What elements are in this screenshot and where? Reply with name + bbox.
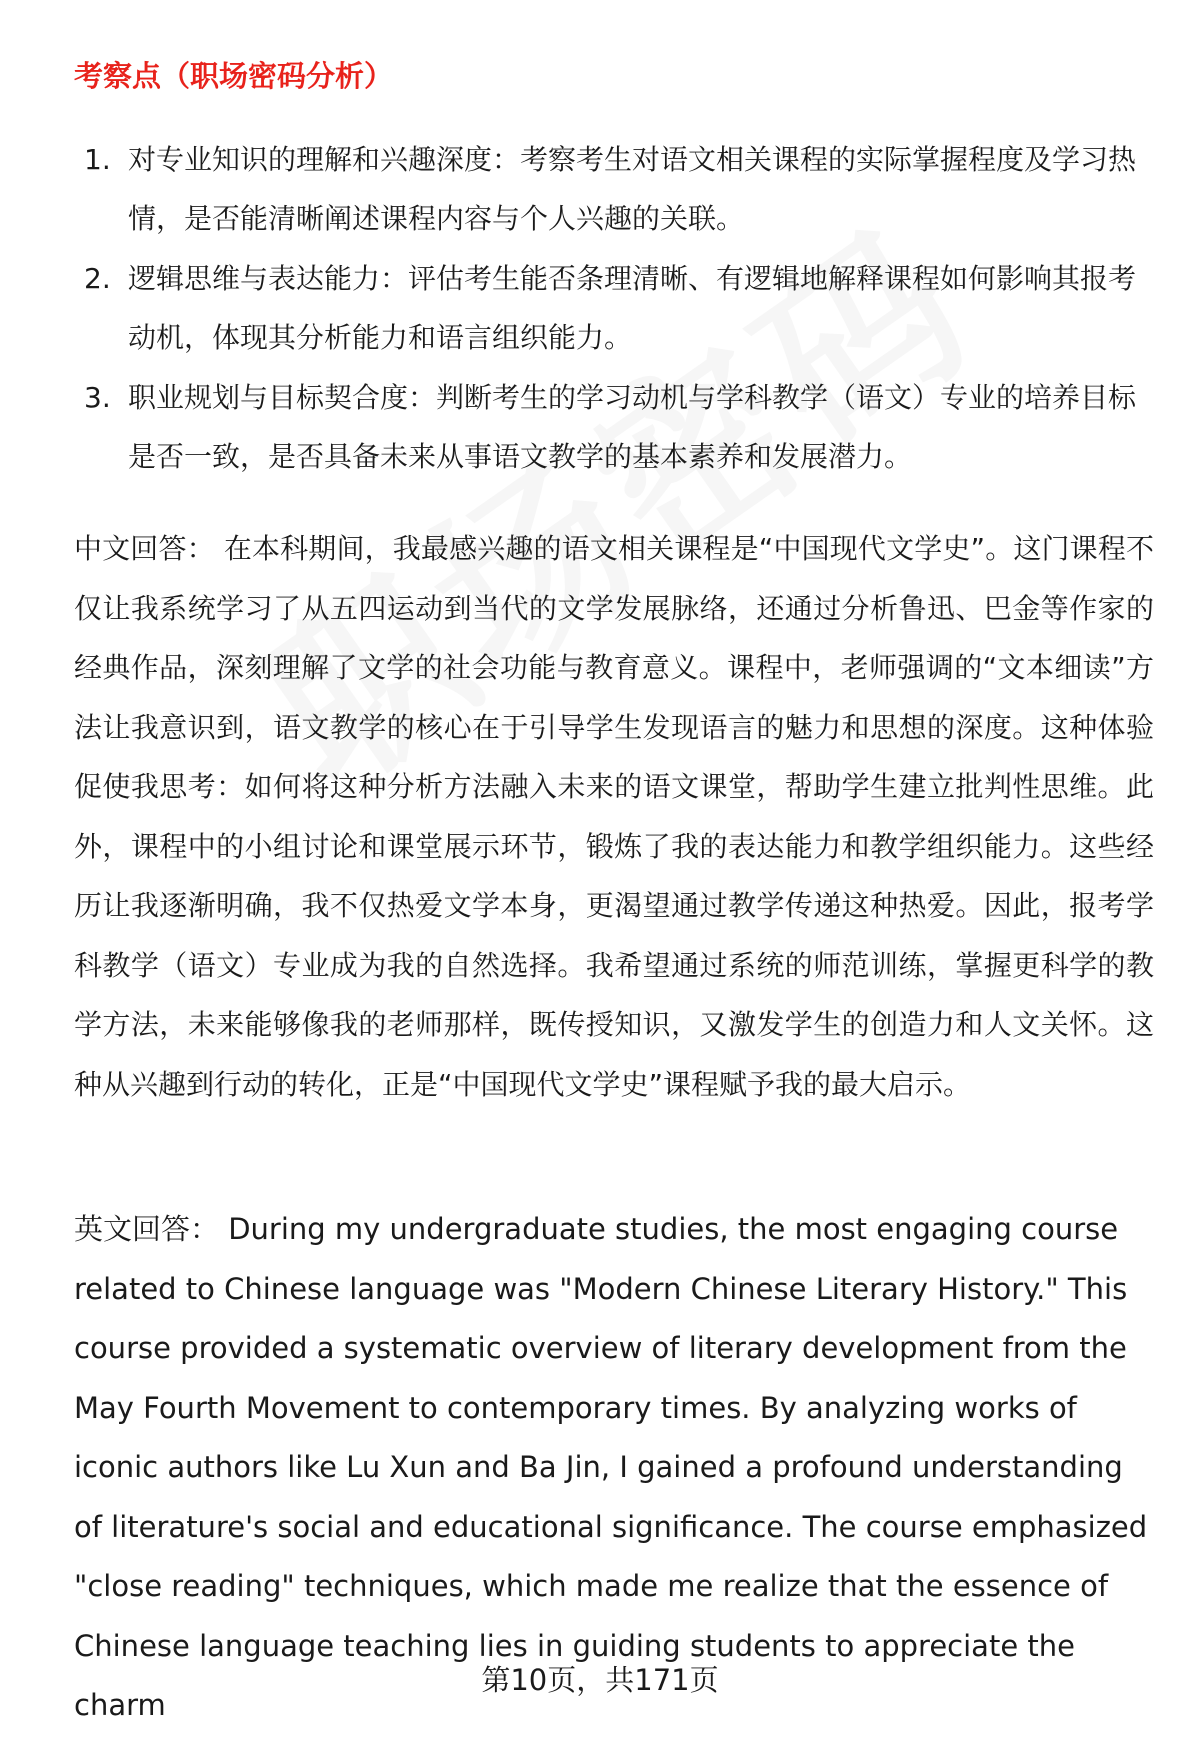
point-number: 3. xyxy=(84,381,111,414)
english-answer: 英文回答： During my undergraduate studies, the most engaging course related to Chinese language was "Modern Chinese Literary History." This course provided a systematic overview of literary development from the May Fourth Movement to contemporary times. By analyzing works of iconic authors like Lu Xun and Ba Jin, I gained a profound understanding of literature's social and educational significance. The course emphasized "close reading" techniques, which made me realize that the essence of Chinese language teaching lies in guiding students to appreciate the charm xyxy=(74,1212,1148,1722)
point-text: 逻辑思维与表达能力：评估考生能否条理清晰、有逻辑地解释课程如何影响其报考动机，体现其分析能力和语言组织能力。 xyxy=(128,262,1137,354)
point-text: 职业规划与目标契合度：判断考生的学习动机与学科教学（语文）专业的培养目标是否一致，是否具备未来从事语文教学的基本素养和发展潜力。 xyxy=(128,381,1137,473)
point-number: 1. xyxy=(84,143,111,176)
assessment-point xyxy=(74,249,1144,367)
chinese-answer: 中文回答： 在本科期间，我最感兴趣的语文相关课程是“中国现代文学史”。这门课程不仅让我系统学习了从五四运动到当代的文学发展脉络，还通过分析鲁迅、巴金等作家的经典作品，深刻理解了文学的社会功能与教育意义。课程中，老师强调的“文本细读”方法让我意识到，语文教学的核心在于引导学生发现语言的魅力和思想的深度。这种体验促使我思考：如何将这种分析方法融入未来的语文课堂，帮助学生建立批判性思维。此外，课程中的小组讨论和课堂展示环节，锻炼了我的表达能力和教学组织能力。这些经历让我逐渐明确，我不仅热爱文学本身，更渴望通过教学传递这种热爱。因此，报考学科教学（语文）专业成为我的自然选择。我希望通过系统的师范训练，掌握更科学的教学方法，未来能够像我的老师那样，既传授知识，又激发学生的创造力和人文关怀。这种从兴趣到行动的转化，正是“中国现代文学史”课程赋予我的最大启示。 xyxy=(74,532,1154,1101)
page-number-footer: 第10页，共171页 xyxy=(481,1663,719,1697)
section-title: 考察点（职场密码分析） xyxy=(74,59,394,93)
point-text: 对专业知识的理解和兴趣深度：考察考生对语文相关课程的实际掌握程度及学习热情，是否能清晰阐述课程内容与个人兴趣的关联。 xyxy=(128,143,1137,235)
assessment-point xyxy=(74,368,1144,486)
assessment-points-list xyxy=(74,130,1144,487)
point-number: 2. xyxy=(84,262,111,295)
assessment-point xyxy=(74,130,1144,248)
